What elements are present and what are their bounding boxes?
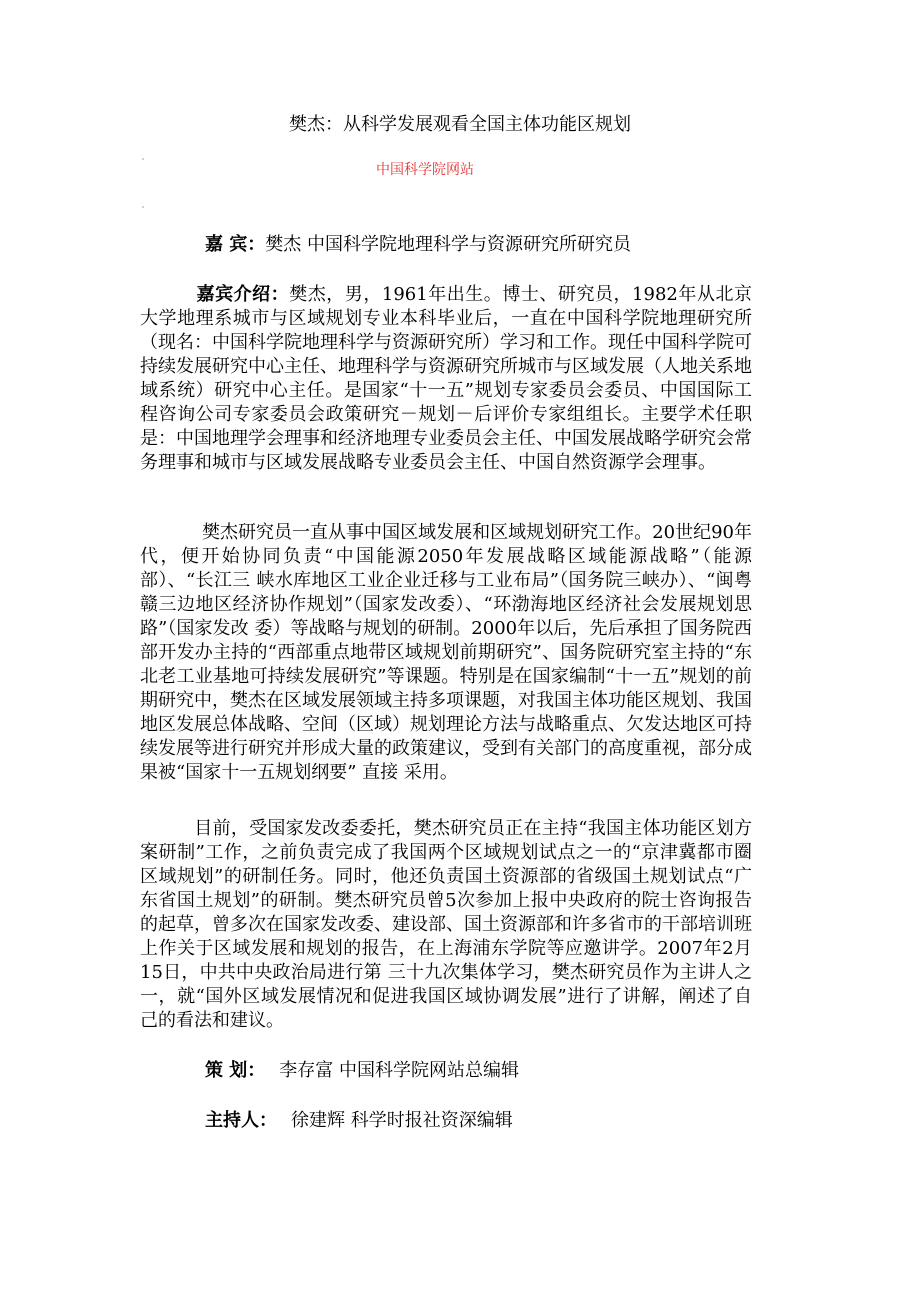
planner-line <box>205 1058 519 1084</box>
career-text: 樊杰研究员一直从事中国区域发展和区域规划研究工作。20世纪90年代，便开始协同负责“中国能源2050年发展战略区域能源战略”（能源部）、“长江三 峡水库地区工业企业迁移与工业布局”（国务院三峡办）、“闽粤赣三边地区经济协作规划”（国家发改委）、“环渤海地区经济社会发展规划思路”（国家发改 委）等战略与规划的研制。2000年以后，先后承担了国务院西部开发办主持的“西部重点地带区域规划前期研究”、国务院研究室主持的“东北老工业基地可持续发展研究”等课题。特别是在国家编制“十一五”规划的前期研究中，樊杰在区域发展领域主持多项课题，对我国主体功能区规划、我国地区发展总体战略、空间（区域）规划理论方法与战略重点、欠发达地区可持续发展等进行研究并形成大量的政策建议，受到有关部门的高度重视，部分成果被“国家十一五规划纲要” 直接 采用。 <box>140 522 752 783</box>
intro-paragraph <box>140 283 752 499</box>
current-work-text: 目前，受国家发改委委托，樊杰研究员正在主持“我国主体功能区划方案研制”工作，之前负责完成了我国两个区域规划试点之一的“京津冀都市圈区域规划”的研制任务。同时，他还负责国土资源部的省级国土规划试点“广东省国土规划”的研制。樊杰研究员曾5次参加上报中央政府的院士咨询报告的起草，曾多次在国家发改委、建设部、国土资源部和许多省市的干部培训班上作关于区域发展和规划的报告，在上海浦东学院等应邀讲学。2007年2月15日，中共中央政治局进行第 三十九次集体学习，樊杰研究员作为主讲人之一，就“国外区域发展情况和促进我国区域协调发展”进行了讲解，阐述了自己的看法和建议。 <box>140 818 752 1031</box>
current-work-paragraph <box>140 817 752 1033</box>
guest-value: 樊杰 中国科学院地理科学与资源研究所研究员 <box>265 234 632 255</box>
host-value: 徐建辉 科学时报社资深编辑 <box>291 1110 513 1131</box>
intro-label: 嘉宾介绍： <box>196 284 290 305</box>
host-line <box>205 1108 513 1134</box>
intro-text: 樊杰，男，1961年出生。博士、研究员，1982年从北京大学地理系城市与区域规划专业本科毕业后，一直在中国科学院地理研究所（现名：中国科学院地理科学与资源研究所）学习和工作。现任中国科学院可持续发展研究中心主任、地理科学与资源研究所城市与区域发展（人地关系地域系统）研究中心主任。是国家“十一五”规划专家委员会委员、中国国际工程咨询公司专家委员会政策研究－规划－后评价专家组组长。主要学术任职是：中国地理学会理事和经济地理专业委员会主任、中国发展战略学研究会常务理事和城市与区域发展战略专业委员会主任、中国自然资源学会理事。 <box>140 284 752 473</box>
planner-value: 李存富 中国科学院网站总编辑 <box>279 1060 520 1081</box>
host-label: 主持人： <box>205 1110 277 1131</box>
planner-label: 策 划： <box>205 1060 266 1081</box>
source-link[interactable]: 中国科学院网站 <box>376 162 474 178</box>
guest-label: 嘉 宾： <box>205 234 266 255</box>
divider-dot <box>142 206 144 208</box>
divider-dot <box>142 158 144 160</box>
guest-line <box>205 232 631 258</box>
document-title: 樊杰：从科学发展观看全国主体功能区规划 <box>289 114 631 135</box>
career-paragraph <box>140 521 752 785</box>
